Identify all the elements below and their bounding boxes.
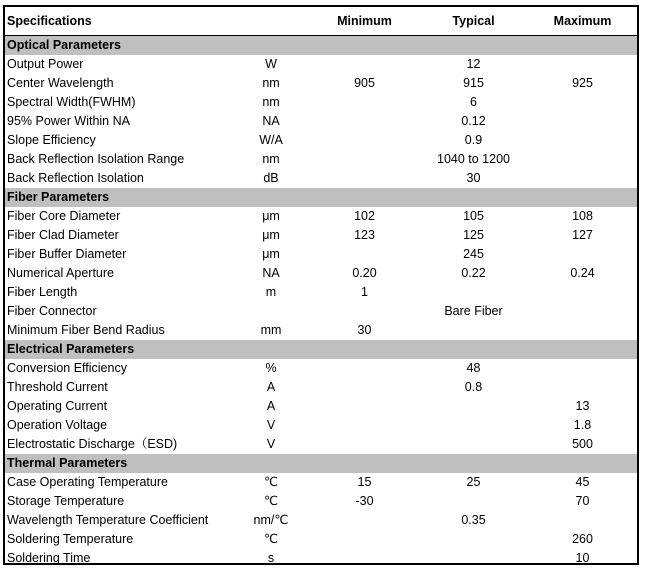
param-typical — [419, 530, 528, 549]
param-typical — [419, 549, 528, 568]
param-name: Conversion Efficiency — [7, 361, 127, 375]
section-header-row — [5, 454, 637, 473]
param-maximum — [528, 321, 637, 340]
param-typical: 1040 to 1200 — [437, 152, 510, 166]
param-minimum — [310, 416, 419, 435]
section-title: Fiber Parameters — [5, 188, 637, 207]
param-unit: NA — [262, 114, 280, 128]
param-unit: nm/℃ — [253, 513, 289, 527]
param-minimum: 102 — [354, 209, 375, 223]
param-maximum: 70 — [575, 494, 590, 508]
table-row — [5, 511, 637, 530]
param-unit: nm — [262, 152, 280, 166]
section-header-row — [5, 36, 637, 56]
param-name: Spectral Width(FWHM) — [7, 95, 136, 109]
param-minimum — [310, 530, 419, 549]
param-maximum — [528, 283, 637, 302]
param-maximum: 45 — [575, 475, 590, 489]
param-name: Center Wavelength — [7, 76, 114, 90]
param-unit: ℃ — [263, 475, 279, 489]
param-maximum: 13 — [575, 399, 590, 413]
param-unit: ℃ — [263, 532, 279, 546]
param-minimum — [310, 169, 419, 188]
param-maximum — [528, 169, 637, 188]
param-name: 95% Power Within NA — [7, 114, 130, 128]
param-unit: W — [265, 57, 277, 71]
param-minimum — [310, 55, 419, 74]
table-row — [5, 283, 637, 302]
param-name: Minimum Fiber Bend Radius — [7, 323, 165, 337]
table-row — [5, 321, 637, 340]
param-maximum: 108 — [572, 209, 593, 223]
param-name: Back Reflection Isolation — [7, 171, 144, 185]
section-header-row — [5, 340, 637, 359]
param-unit: W/A — [259, 133, 283, 147]
param-name: Fiber Length — [7, 285, 78, 299]
param-typical — [419, 416, 528, 435]
table-row — [5, 93, 637, 112]
param-unit: NA — [262, 266, 280, 280]
param-maximum — [528, 511, 637, 530]
param-typical — [419, 435, 528, 454]
param-unit: ℃ — [263, 494, 279, 508]
param-minimum — [310, 150, 419, 169]
param-unit: A — [266, 380, 276, 394]
param-typical: 0.12 — [461, 114, 486, 128]
param-unit: dB — [263, 171, 279, 185]
section-title: Thermal Parameters — [5, 454, 637, 473]
param-typical: 105 — [463, 209, 484, 223]
param-name: Fiber Buffer Diameter — [7, 247, 127, 261]
param-typical — [419, 321, 528, 340]
section-title: Electrical Parameters — [5, 340, 637, 359]
param-minimum: 1 — [361, 285, 368, 299]
param-maximum — [528, 359, 637, 378]
param-unit: s — [267, 551, 275, 565]
param-minimum — [310, 112, 419, 131]
param-minimum — [310, 435, 419, 454]
table-row — [5, 302, 637, 321]
param-name: Storage Temperature — [7, 494, 125, 508]
table-body — [5, 36, 637, 569]
param-minimum — [310, 378, 419, 397]
table-row — [5, 150, 637, 169]
param-unit: μm — [262, 247, 280, 261]
param-typical — [419, 397, 528, 416]
param-unit: μm — [262, 228, 280, 242]
table-header-row — [5, 7, 637, 36]
param-name: Operating Current — [7, 399, 108, 413]
param-name: Case Operating Temperature — [7, 475, 168, 489]
param-minimum — [310, 511, 419, 530]
param-maximum — [528, 131, 637, 150]
param-minimum: -30 — [355, 494, 374, 508]
table-row — [5, 169, 637, 188]
param-typical: 245 — [463, 247, 484, 261]
table-row — [5, 207, 637, 226]
param-typical: 0.8 — [464, 380, 483, 394]
header-maximum: Maximum — [528, 7, 637, 36]
table-row — [5, 245, 637, 264]
param-name: Electrostatic Discharge（ESD) — [7, 437, 178, 451]
param-unit: V — [266, 418, 276, 432]
param-maximum: 127 — [572, 228, 593, 242]
section-title: Optical Parameters — [5, 36, 637, 56]
param-minimum — [310, 131, 419, 150]
param-name: Slope Efficiency — [7, 133, 96, 147]
table-row — [5, 131, 637, 150]
param-maximum: 260 — [572, 532, 593, 546]
table-row — [5, 416, 637, 435]
param-unit — [232, 302, 310, 321]
param-maximum — [528, 55, 637, 74]
param-maximum — [528, 93, 637, 112]
param-typical: Bare Fiber — [444, 304, 503, 318]
table-row — [5, 435, 637, 454]
header-unit — [232, 7, 310, 36]
param-maximum — [528, 378, 637, 397]
param-typical: 30 — [466, 171, 481, 185]
param-unit: % — [265, 361, 277, 375]
param-typical — [419, 283, 528, 302]
param-typical: 12 — [466, 57, 481, 71]
param-unit: nm — [262, 76, 280, 90]
table-row — [5, 112, 637, 131]
param-minimum: 15 — [357, 475, 372, 489]
param-unit: nm — [262, 95, 280, 109]
param-name: Fiber Core Diameter — [7, 209, 121, 223]
param-maximum: 10 — [575, 551, 590, 565]
param-typical: 0.9 — [464, 133, 483, 147]
param-name: Soldering Time — [7, 551, 91, 565]
param-minimum — [310, 397, 419, 416]
table-row — [5, 378, 637, 397]
param-unit: mm — [260, 323, 282, 337]
header-minimum: Minimum — [310, 7, 419, 36]
table-row — [5, 359, 637, 378]
param-minimum — [310, 93, 419, 112]
table-row — [5, 397, 637, 416]
header-typical: Typical — [419, 7, 528, 36]
param-typical: 0.35 — [461, 513, 486, 527]
param-typical: 6 — [470, 95, 477, 109]
param-minimum: 123 — [354, 228, 375, 242]
table-row — [5, 549, 637, 568]
spec-table-frame — [3, 5, 639, 565]
param-unit: μm — [262, 209, 280, 223]
param-maximum — [528, 150, 637, 169]
param-name: Numerical Aperture — [7, 266, 114, 280]
param-typical — [419, 492, 528, 511]
param-minimum: 30 — [357, 323, 372, 337]
table-row — [5, 473, 637, 492]
table-row — [5, 226, 637, 245]
param-name: Fiber Connector — [7, 304, 97, 318]
param-typical: 915 — [463, 76, 484, 90]
param-name: Fiber Clad Diameter — [7, 228, 119, 242]
param-name: Back Reflection Isolation Range — [7, 152, 185, 166]
param-unit: V — [266, 437, 276, 451]
param-typical: 125 — [463, 228, 484, 242]
param-minimum — [310, 302, 419, 321]
section-header-row — [5, 188, 637, 207]
param-name: Wavelength Temperature Coefficient — [7, 513, 209, 527]
param-maximum: 1.8 — [573, 418, 592, 432]
param-maximum — [528, 302, 637, 321]
specifications-table — [5, 7, 637, 568]
param-minimum — [310, 245, 419, 264]
param-name: Threshold Current — [7, 380, 108, 394]
param-name: Soldering Temperature — [7, 532, 134, 546]
param-typical: 25 — [466, 475, 481, 489]
param-minimum: 905 — [354, 76, 375, 90]
param-minimum — [310, 359, 419, 378]
table-row — [5, 530, 637, 549]
param-unit: m — [265, 285, 277, 299]
param-maximum: 0.24 — [570, 266, 595, 280]
param-maximum: 500 — [572, 437, 593, 451]
param-name: Operation Voltage — [7, 418, 108, 432]
param-maximum — [528, 112, 637, 131]
param-minimum: 0.20 — [352, 266, 377, 280]
param-name: Output Power — [7, 57, 84, 71]
param-maximum — [528, 245, 637, 264]
table-row — [5, 55, 637, 74]
header-specifications: Specifications — [5, 7, 232, 36]
param-maximum: 925 — [572, 76, 593, 90]
table-row — [5, 74, 637, 93]
param-unit: A — [266, 399, 276, 413]
param-typical: 0.22 — [461, 266, 486, 280]
param-minimum — [310, 549, 419, 568]
table-row — [5, 264, 637, 283]
table-row — [5, 492, 637, 511]
param-typical: 48 — [466, 361, 481, 375]
